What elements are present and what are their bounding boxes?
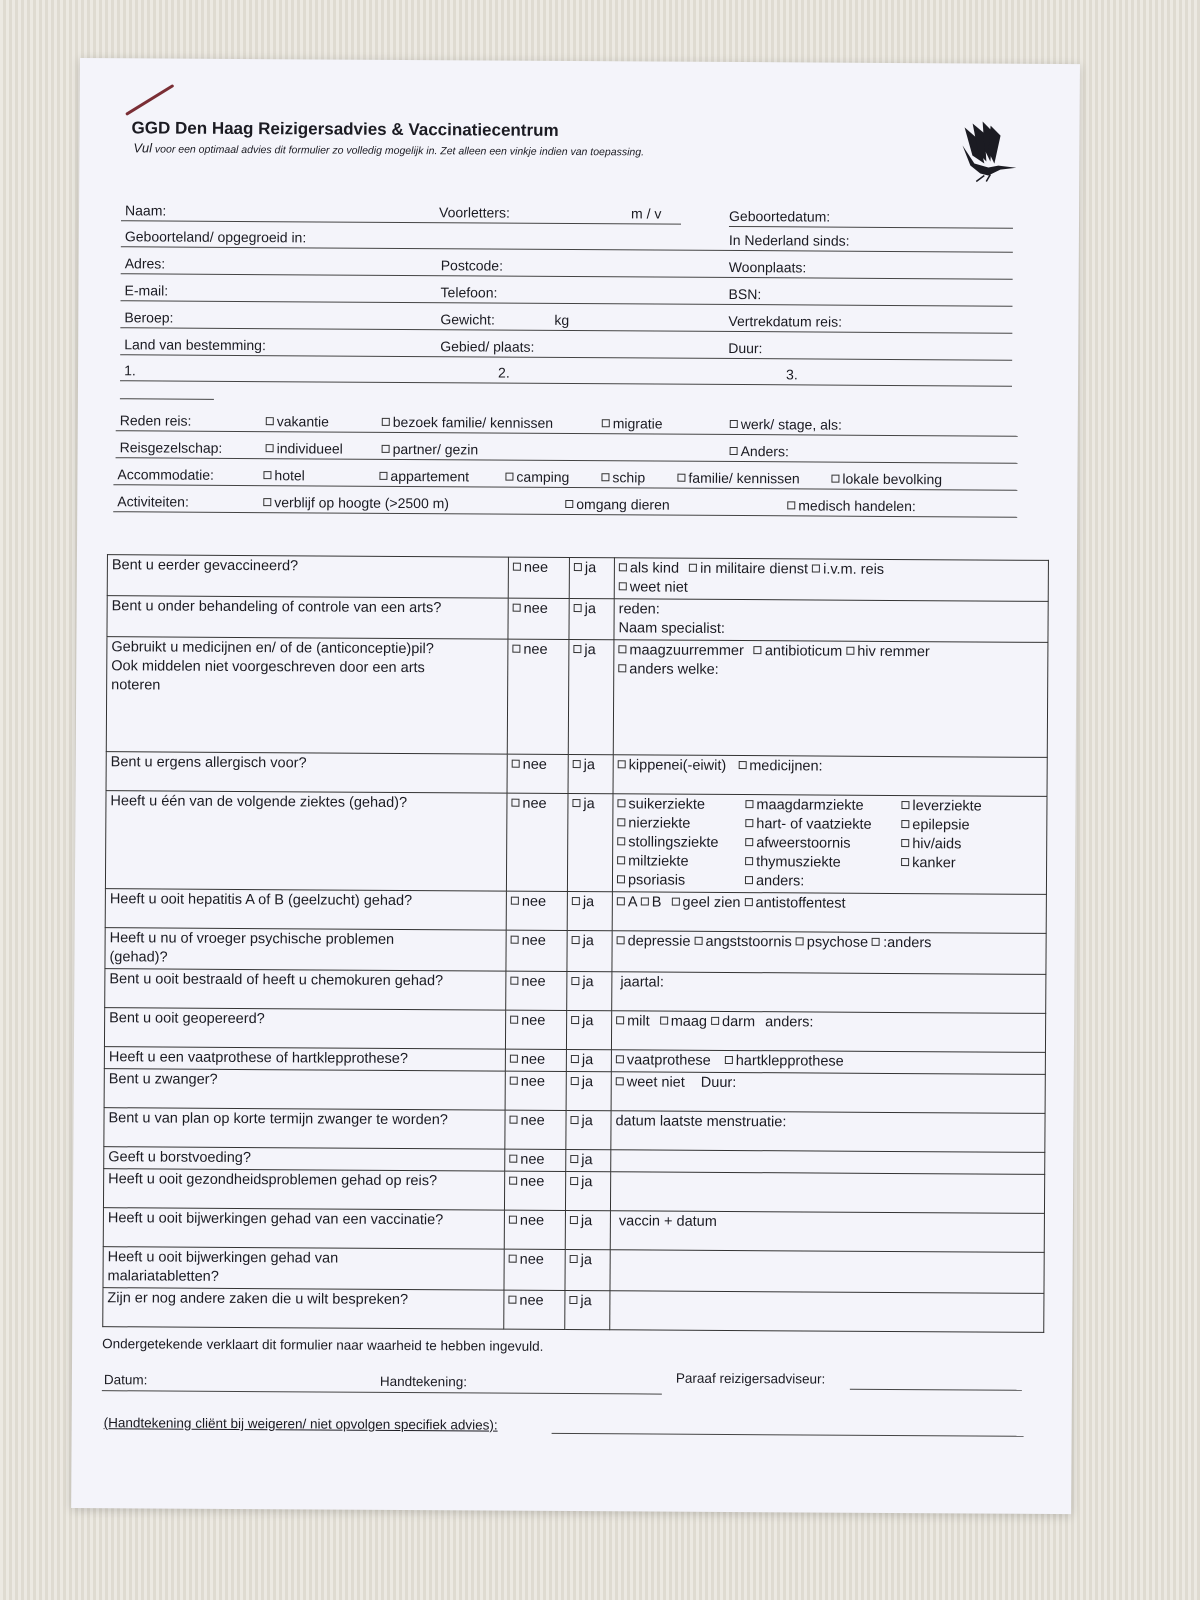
nee-checkbox[interactable]: nee — [504, 1290, 565, 1329]
option-verblijf-hoogte[interactable]: verblijf op hoogte (>2500 m) — [263, 493, 449, 512]
table-row — [104, 1069, 1045, 1114]
table-row — [104, 1108, 1045, 1153]
question-details[interactable]: reden: Naam specialist: — [614, 599, 1048, 643]
disease-option[interactable]: suikerziekte — [617, 795, 745, 815]
datum-handtekening-line[interactable] — [102, 1370, 662, 1394]
adres-line[interactable] — [121, 253, 1013, 279]
table-row — [106, 637, 1048, 758]
divider — [120, 398, 214, 400]
reden-reis-line — [116, 410, 1018, 437]
question-details[interactable] — [610, 1172, 1044, 1214]
question-text: Heeft u ooit hepatitis A of B (geelzucht) gehad? — [105, 889, 506, 930]
question-text: Heeft u ooit bijwerkingen gehad van een vaccinatie? — [103, 1208, 504, 1249]
activiteiten-label: Activiteiten: — [117, 493, 189, 510]
woonplaats-label: Woonplaats: — [728, 258, 807, 276]
form-subtitle: Vul voor een optimaal advies dit formulier zo volledig mogelijk in. Zet alleen een vinkje indien van toepassing. — [133, 140, 645, 159]
ja-checkbox[interactable]: ja — [569, 598, 614, 639]
paraaf-label: Paraaf reizigersadviseur: — [675, 1370, 826, 1387]
kg-label: kg — [554, 311, 570, 328]
accommodatie-line — [113, 464, 1017, 491]
option-individueel[interactable]: individueel — [266, 439, 343, 457]
question-details[interactable] — [612, 794, 1047, 895]
ja-checkbox[interactable]: ja — [566, 1049, 611, 1071]
handtekening-label: Handtekening: — [379, 1373, 468, 1390]
ja-checkbox[interactable]: ja — [567, 930, 612, 971]
nee-checkbox[interactable]: nee — [504, 1210, 565, 1249]
ja-checkbox[interactable]: ja — [567, 793, 613, 891]
ja-checkbox[interactable]: ja — [569, 557, 614, 598]
disease-list — [617, 795, 1043, 893]
voorletters-label: Voorletters: — [439, 204, 510, 221]
medical-questions-table — [102, 554, 1049, 1333]
ja-checkbox[interactable]: ja — [565, 1171, 610, 1210]
nee-checkbox[interactable]: nee — [507, 639, 569, 754]
number-1: 1. — [124, 362, 136, 379]
naam-label: Naam: — [125, 202, 167, 219]
question-text: Geeft u borstvoeding? — [104, 1147, 505, 1171]
disease-option[interactable]: thymusziekte — [745, 853, 901, 873]
table-row — [103, 1288, 1044, 1333]
disease-option[interactable]: kanker — [901, 854, 1011, 874]
table-row — [105, 969, 1046, 1014]
question-details[interactable] — [610, 1250, 1044, 1294]
disease-option[interactable]: afweerstoornis — [745, 834, 901, 854]
telefoon-label: Telefoon: — [440, 284, 498, 301]
disease-option[interactable]: psoriasis — [617, 871, 745, 891]
question-details[interactable]: vaccin + datum — [610, 1211, 1044, 1253]
table-row — [103, 1247, 1044, 1294]
question-text: Gebruikt u medicijnen en/ of de (anticonceptie)pil? Ook middelen niet voorgeschreven door een arts noteren — [106, 637, 508, 754]
nee-checkbox[interactable]: nee — [505, 1010, 566, 1049]
option-hotel[interactable]: hotel — [263, 466, 304, 484]
accommodatie-label: Accommodatie: — [117, 466, 214, 483]
option-vakantie[interactable]: vakantie — [266, 412, 329, 430]
disease-option[interactable]: miltziekte — [617, 852, 745, 872]
email-label: E-mail: — [124, 282, 169, 299]
option-werk-stage[interactable]: werk/ stage, als: — [730, 415, 842, 434]
disease-option[interactable]: maagdarmziekte — [745, 796, 901, 816]
geboortedatum-line[interactable] — [729, 206, 1013, 229]
table-row — [103, 1169, 1044, 1214]
number-2: 2. — [498, 364, 510, 381]
ja-checkbox[interactable]: ja — [566, 1149, 611, 1171]
option-appartement[interactable]: appartement — [379, 467, 469, 486]
form-title: GGD Den Haag Reizigersadvies & Vaccinatiecentrum — [131, 118, 559, 140]
gebied-label: Gebied/ plaats: — [440, 338, 535, 355]
reden-reis-label: Reden reis: — [119, 412, 192, 429]
nee-checkbox[interactable]: nee — [505, 1149, 566, 1171]
gewicht-label: Gewicht: — [440, 311, 495, 328]
disease-option[interactable]: nierziekte — [617, 814, 745, 834]
question-text: Bent u eerder gevaccineerd? — [107, 555, 508, 598]
nee-checkbox[interactable]: nee — [506, 930, 567, 971]
geboorteland-label: Geboorteland/ opgegroeid in: — [124, 228, 307, 246]
disease-option[interactable]: hiv/aids — [901, 835, 1011, 855]
option-omgang-dieren[interactable]: omgang dieren — [565, 495, 670, 514]
nee-checkbox[interactable]: nee — [506, 971, 567, 1010]
duur-label: Duur: — [728, 339, 763, 357]
question-text: Heeft u ooit gezondheidsproblemen gehad op reis? — [103, 1169, 504, 1210]
table-row — [103, 1208, 1044, 1253]
question-text: Bent u ooit bestraald of heeft u chemokuren gehad? — [105, 969, 506, 1010]
activiteiten-line — [113, 491, 1017, 518]
bird-logo-icon — [954, 119, 1020, 185]
table-row — [105, 889, 1046, 934]
question-text: Heeft u nu of vroeger psychische problemen (gehad)? — [105, 928, 506, 971]
question-details[interactable]: maagzuurremmer antibioticum hiv remmer anders welke: — [613, 640, 1048, 758]
ja-checkbox[interactable]: ja — [565, 1249, 610, 1290]
question-details[interactable]: kippenei(-eiwit) medicijnen: — [613, 755, 1047, 797]
nee-checkbox[interactable]: nee — [504, 1171, 565, 1210]
question-text: Zijn er nog andere zaken die u wilt bespreken? — [103, 1288, 504, 1329]
paraaf-line[interactable] — [850, 1389, 1022, 1391]
gender-label: m / v — [631, 205, 662, 222]
question-details[interactable]: A B geel zien antistoffentest — [612, 892, 1046, 934]
nee-checkbox[interactable]: nee — [505, 1071, 566, 1110]
nee-checkbox[interactable]: nee — [506, 891, 567, 930]
nee-checkbox[interactable]: nee — [505, 1110, 566, 1149]
question-details[interactable] — [610, 1291, 1044, 1333]
option-camping[interactable]: camping — [505, 468, 569, 486]
question-text: Heeft u ooit bijwerkingen gehad van malariatabletten? — [103, 1247, 504, 1290]
table-row — [106, 752, 1047, 797]
question-text: Heeft u een vaatprothese of hartklepprothese? — [104, 1047, 505, 1071]
ja-checkbox[interactable]: ja — [565, 1290, 610, 1329]
disease-option[interactable]: epilepsie — [901, 816, 1011, 836]
question-text: Bent u ooit geopereerd? — [104, 1008, 505, 1049]
question-text: Bent u van plan op korte termijn zwanger te worden? — [104, 1108, 505, 1149]
weigeren-signature-line[interactable] — [552, 1433, 1024, 1437]
option-partner-gezin[interactable]: partner/ gezin — [382, 440, 479, 459]
question-details[interactable]: vaatprothese hartklepprothese — [611, 1050, 1045, 1075]
reisgezelschap-line — [116, 437, 1018, 464]
nee-checkbox[interactable]: nee — [508, 557, 569, 598]
weigeren-label: (Handtekening cliënt bij weigeren/ niet opvolgen specifiek advies): — [103, 1415, 498, 1433]
ja-checkbox[interactable]: ja — [566, 1010, 611, 1049]
option-familie-kennissen[interactable]: familie/ kennissen — [677, 469, 799, 488]
question-text: Bent u zwanger? — [104, 1069, 505, 1110]
disease-option[interactable]: anders: — [745, 872, 901, 892]
option-bezoek-familie[interactable]: bezoek familie/ kennissen — [382, 413, 553, 432]
question-details[interactable]: datum laatste menstruatie: — [611, 1111, 1045, 1153]
geboorteland-line[interactable] — [121, 226, 1013, 252]
bsn-label: BSN: — [728, 285, 762, 303]
naam-line[interactable] — [121, 200, 681, 224]
beroep-label: Beroep: — [124, 309, 174, 326]
question-text: Bent u onder behandeling of controle van een arts? — [107, 596, 508, 639]
ja-checkbox[interactable]: ja — [566, 1110, 611, 1149]
bestemming-line[interactable] — [120, 334, 1012, 360]
disease-option[interactable]: leverziekte — [901, 797, 1011, 817]
nee-checkbox[interactable]: nee — [505, 1049, 566, 1071]
question-details[interactable]: milt maag darm anders: — [611, 1011, 1045, 1053]
beroep-line[interactable] — [120, 307, 1012, 333]
option-schip[interactable]: schip — [601, 468, 645, 486]
table-row — [107, 596, 1048, 643]
adres-label: Adres: — [124, 255, 166, 272]
table-row — [105, 928, 1046, 975]
question-details[interactable]: als kind in militaire dienst i.v.m. reis weet niet — [614, 558, 1048, 602]
in-nederland-label: In Nederland sinds: — [728, 231, 850, 249]
pen-mark — [125, 84, 174, 116]
ja-checkbox[interactable]: ja — [567, 891, 612, 930]
option-migratie[interactable]: migratie — [602, 414, 663, 432]
form-sheet — [71, 58, 1080, 1514]
reisgezelschap-label: Reisgezelschap: — [119, 439, 223, 456]
nee-checkbox[interactable]: nee — [506, 793, 568, 891]
ja-checkbox[interactable]: ja — [565, 1210, 610, 1249]
nee-checkbox[interactable]: nee — [508, 598, 569, 639]
number-3: 3. — [786, 366, 798, 383]
datum-label: Datum: — [103, 1372, 148, 1388]
land-label: Land van bestemming: — [124, 336, 266, 354]
declaration-text: Ondergetekende verklaart dit formulier naar waarheid te hebben ingevuld. — [102, 1336, 544, 1354]
postcode-label: Postcode: — [440, 257, 504, 274]
table-row — [104, 1008, 1045, 1053]
disease-option[interactable]: stollingsziekte — [617, 833, 745, 853]
ja-checkbox[interactable]: ja — [568, 754, 613, 793]
nee-checkbox[interactable]: nee — [504, 1249, 565, 1290]
question-details[interactable]: jaartal: — [612, 972, 1046, 1014]
question-details[interactable]: weet niet Duur: — [611, 1072, 1045, 1114]
ja-checkbox[interactable]: ja — [568, 639, 614, 754]
table-row — [105, 791, 1047, 895]
option-lokale-bevolking[interactable]: lokale bevolking — [831, 470, 942, 489]
question-text: Heeft u één van de volgende ziektes (gehad)? — [105, 791, 507, 891]
option-medisch-handelen[interactable]: medisch handelen: — [787, 496, 916, 515]
disease-option[interactable]: hart- of vaatziekte — [745, 815, 901, 835]
ja-checkbox[interactable]: ja — [566, 1071, 611, 1110]
nee-checkbox[interactable]: nee — [507, 754, 568, 793]
option-anders[interactable]: Anders: — [730, 442, 789, 460]
vertrekdatum-label: Vertrekdatum reis: — [728, 312, 843, 330]
question-details[interactable]: depressie angststoornis psychose :anders — [612, 931, 1046, 975]
question-text: Bent u ergens allergisch voor? — [106, 752, 507, 793]
ja-checkbox[interactable]: ja — [567, 971, 612, 1010]
bestemming-list-line[interactable] — [120, 360, 1012, 386]
table-row — [107, 555, 1048, 602]
question-details[interactable] — [611, 1150, 1045, 1175]
email-line[interactable] — [121, 280, 1013, 306]
geboortedatum-label: Geboortedatum: — [728, 207, 831, 225]
